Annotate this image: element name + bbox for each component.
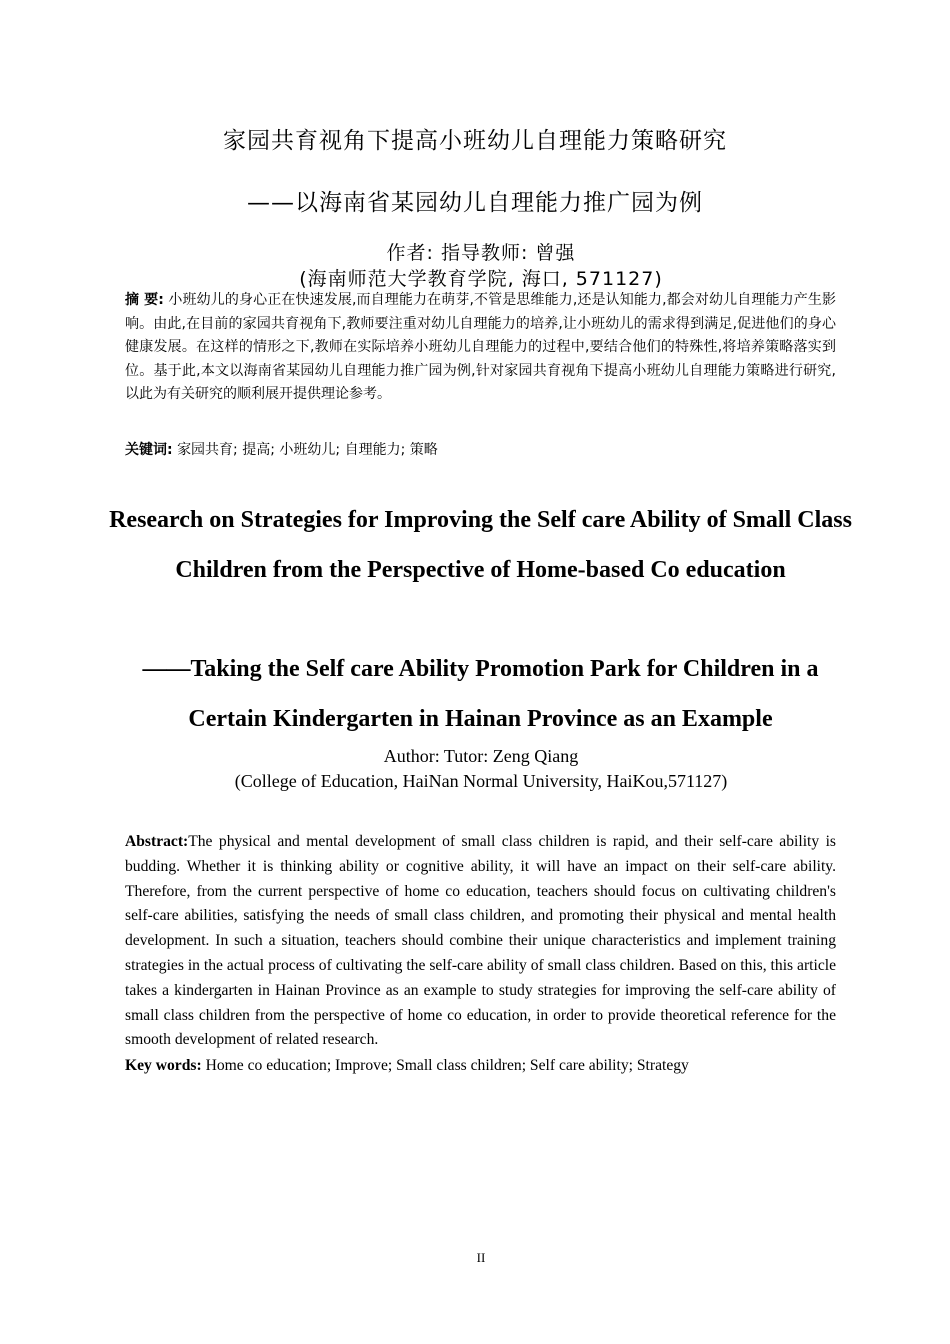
cn-abstract-text: 小班幼儿的身心正在快速发展,而自理能力在萌芽,不管是思维能力,还是认知能力,都会对幼儿自理能力产生影响。由此,在目前的家园共育视角下,教师要注重对幼儿自理能力的培养,让小班幼儿的需求得到满足,促进他们的身心健康发展。在这样的情形之下,教师在实际培养小班幼儿自理能力的过程中,要结合他们的特殊性,将培养策略落实到位。基于此,本文以海南省某园幼儿自理能力推广园为例,针对家园共育视角下提高小班幼儿自理能力策略进行研究,以此为有关研究的顺利展开提供理论参考。 [125, 292, 836, 403]
en-subtitle: ——Taking the Self care Ability Promotion Park for Children in a Certain Kindergarten in Hainan Province as an Example [142, 656, 819, 732]
cn-abstract-label: 摘 要: [125, 292, 164, 308]
cn-affiliation: (海南师范大学教育学院, 海口, 571127) [299, 268, 663, 290]
en-affiliation: (College of Education, HaiNan Normal University, HaiKou,571127) [234, 771, 728, 791]
en-abstract [125, 830, 836, 1053]
cn-abstract [125, 289, 836, 407]
cn-author-line: 作者: 指导教师: 曾强 [386, 242, 576, 264]
en-abstract-label: Abstract: [125, 833, 189, 850]
cn-title-sub: ——以海南省某园幼儿自理能力推广园为例 [247, 190, 703, 216]
en-keywords [125, 1054, 836, 1079]
en-keywords-text: Home co education; Improve; Small class children; Self care ability; Strategy [205, 1057, 689, 1074]
en-keywords-label: Key words: [125, 1057, 202, 1074]
cn-title-main: 家园共育视角下提高小班幼儿自理能力策略研究 [223, 128, 727, 154]
cn-keywords-text: 家园共育; 提高; 小班幼儿; 自理能力; 策略 [177, 442, 438, 458]
en-title: Research on Strategies for Improving the Self care Ability of Small Class Children from the Perspective of Home-based Co education [109, 507, 852, 583]
en-author-line: Author: Tutor: Zeng Qiang [383, 746, 579, 766]
cn-keywords-label: 关键词: [125, 442, 173, 458]
cn-keywords [125, 439, 836, 463]
page-number: II [476, 1250, 486, 1265]
en-abstract-text: The physical and mental development of small class children is rapid, and their self-care ability is budding. Whether it is thinking ability or cognitive ability, it will have an impact on their self-care ability. Therefore, from the current perspective of home co education, teachers should focus on cultivating children's self-care abilities, satisfying the needs of small class children, and promoting their physical and mental health development. In such a situation, teachers should combine their unique characteristics and implement training strategies in the actual process of cultivating the self-care ability of small class children. Based on this, this article takes a kindergarten in Hainan Province as an example to study strategies for improving the self-care ability of small class children from the perspective of home co education, in order to provide theoretical reference for the smooth development of related research. [125, 833, 836, 1049]
